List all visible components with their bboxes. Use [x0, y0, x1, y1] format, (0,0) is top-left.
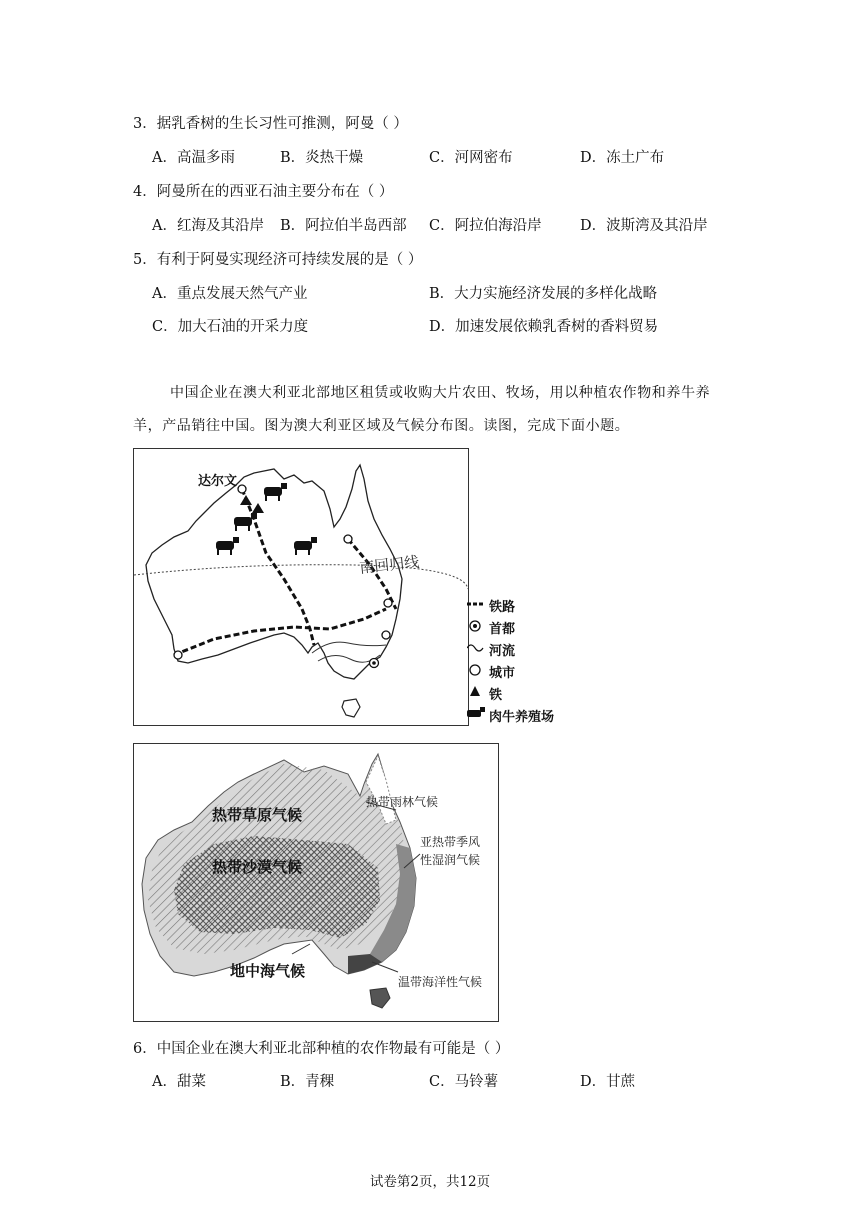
city-label-darwin: 达尔文: [198, 474, 238, 489]
legend-railway: 铁路: [489, 600, 516, 615]
question-5-option-c: C．加大石油的开采力度: [152, 319, 309, 335]
label-temperate: 温带海洋性气候: [398, 975, 483, 989]
legend-iron: 铁: [489, 688, 503, 703]
city-marker: [344, 535, 352, 543]
question-4-stem: 4．阿曼所在的西亚石油主要分布在（ ）: [133, 184, 394, 200]
question-4-option-c: C．阿拉伯海沿岸: [429, 218, 542, 234]
question-6-stem: 6．中国企业在澳大利亚北部种植的农作物最有可能是（ ）: [133, 1041, 510, 1057]
question-4-option-a: A．红海及其沿岸: [152, 218, 264, 234]
label-subtropical-2: 性湿润气候: [420, 853, 481, 867]
legend-cattle-farm: 肉牛养殖场: [489, 710, 555, 725]
question-6-option-c: C．马铃薯: [429, 1074, 499, 1090]
question-5-option-a: A．重点发展天然气产业: [152, 286, 308, 302]
australia-region-map: [133, 448, 469, 726]
passage-line-2: 羊，产品销往中国。图为澳大利亚区域及气候分布图。读图，完成下面小题。: [133, 418, 630, 434]
city-darwin-marker: [238, 485, 246, 493]
question-3-stem: 3．据乳香树的生长习性可推测，阿曼（ ）: [133, 116, 408, 132]
question-5-option-d: D．加速发展依赖乳香树的香料贸易: [429, 319, 659, 335]
passage-line-1: 中国企业在澳大利亚北部地区租赁或收购大片农田、牧场，用以种植农作物和养牛养: [170, 385, 711, 401]
australia-region-svg: [134, 449, 468, 725]
question-6-option-a: A．甜菜: [152, 1074, 206, 1090]
label-savanna: 热带草原气候: [212, 806, 303, 824]
question-3-option-c: C．河网密布: [429, 150, 513, 166]
capital-marker-dot: [372, 661, 376, 665]
tasmania-shape: [342, 699, 360, 717]
question-4-option-d: D．波斯湾及其沿岸: [580, 218, 708, 234]
question-4-option-b: B．阿拉伯半岛西部: [280, 218, 407, 234]
legend-capital: 首都: [489, 622, 516, 637]
city-marker: [384, 599, 392, 607]
australia-climate-svg: [134, 744, 498, 1021]
tropic-label: 南回归线: [358, 552, 421, 577]
question-6-option-d: D．甘蔗: [580, 1074, 636, 1090]
label-subtropical: 亚热带季风: [420, 835, 481, 849]
australia-climate-map: [133, 743, 499, 1022]
question-3-option-b: B．炎热干燥: [280, 150, 364, 166]
question-5-stem: 5．有利于阿曼实现经济可持续发展的是（ ）: [133, 252, 423, 268]
legend-river: 河流: [489, 644, 516, 659]
question-6-option-b: B．青稞: [280, 1074, 335, 1090]
question-3-option-d: D．冻土广布: [580, 150, 665, 166]
city-marker: [174, 651, 182, 659]
legend-city: 城市: [489, 666, 516, 681]
page-footer: 试卷第2页，共12页: [369, 1174, 491, 1190]
question-5-option-b: B．大力实施经济发展的多样化战略: [429, 286, 658, 302]
legend-symbols: [467, 592, 487, 722]
label-mediterranean: 地中海气候: [230, 962, 306, 980]
city-marker: [382, 631, 390, 639]
label-desert: 热带沙漠气候: [212, 858, 303, 876]
label-rainforest: 热带雨林气候: [366, 795, 439, 809]
question-3-option-a: A．高温多雨: [152, 150, 235, 166]
